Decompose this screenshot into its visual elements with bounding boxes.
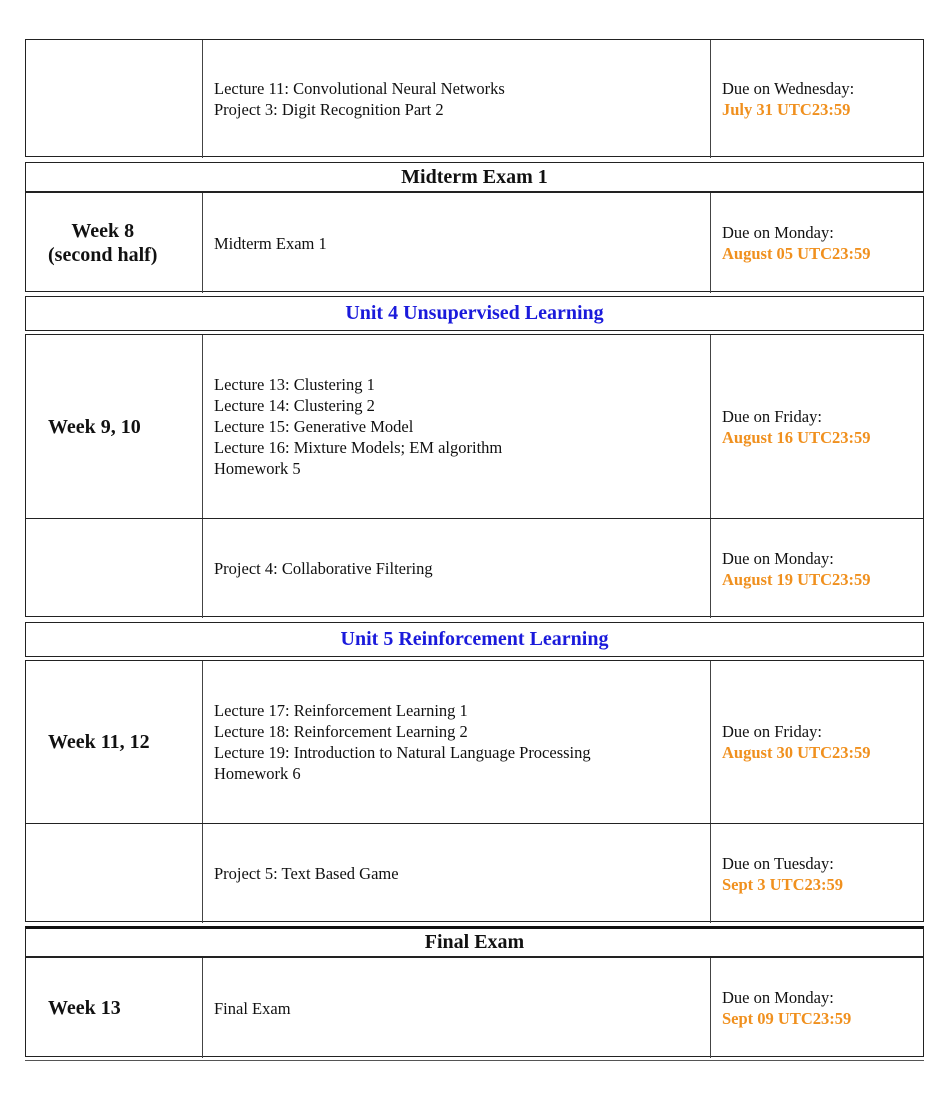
topic-item: Lecture 16: Mixture Models; EM algorithm: [214, 438, 503, 457]
topic-item: Project 5: Text Based Game: [214, 864, 399, 883]
due-cell: [711, 958, 923, 1058]
section-title: Unit 4 Unsupervised Learning: [345, 302, 604, 324]
topic-item: Lecture 14: Clustering 2: [214, 396, 375, 415]
table-row: [26, 40, 923, 158]
section-header: [25, 622, 924, 657]
section-body: [25, 957, 924, 1057]
topics-cell: [202, 661, 711, 823]
topics-cell: [202, 40, 711, 158]
due-label: Due on Tuesday:: [722, 853, 834, 873]
week-cell: [26, 661, 202, 823]
topics-cell: [202, 958, 711, 1058]
week-label: Week 11, 12: [48, 731, 150, 753]
section-header: [25, 926, 924, 957]
week-cell: [26, 193, 202, 293]
due-date: Sept 3 UTC23:59: [722, 874, 844, 894]
week-cell: [26, 519, 202, 618]
week-cell: [26, 40, 202, 158]
table-row: [26, 661, 923, 823]
week-label: Week 13: [48, 997, 121, 1019]
section-title: Unit 5 Reinforcement Learning: [340, 628, 609, 650]
topics-cell: [202, 193, 711, 293]
due-label: Due on Monday:: [722, 548, 834, 568]
section-title: Final Exam: [424, 931, 525, 953]
due-cell: [711, 661, 923, 823]
week-cell: [26, 824, 202, 923]
topic-item: Homework 5: [214, 459, 301, 478]
section-header: [25, 296, 924, 331]
topic-item: Homework 6: [214, 764, 301, 783]
due-label: Due on Monday:: [722, 223, 834, 242]
bottom-rule: [25, 1060, 924, 1061]
due-date: August 30 UTC23:59: [722, 743, 871, 762]
section-header: [25, 162, 924, 192]
due-date: August 16 UTC23:59: [722, 427, 871, 447]
section-body: [25, 192, 924, 292]
week-cell: [26, 335, 202, 518]
due-cell: [711, 519, 923, 618]
table-row: [26, 518, 923, 618]
topics-cell: [202, 335, 711, 518]
section-body: [25, 334, 924, 617]
week-cell: [26, 958, 202, 1058]
due-label: Due on Wednesday:: [722, 79, 855, 98]
topic-item: Lecture 18: Reinforcement Learning 2: [214, 722, 468, 741]
topic-item: Project 3: Digit Recognition Part 2: [214, 100, 444, 119]
topic-item: Final Exam: [214, 998, 291, 1018]
due-date: August 05 UTC23:59: [722, 244, 871, 263]
section-title: Midterm Exam 1: [401, 165, 548, 188]
topic-item: Midterm Exam 1: [214, 233, 327, 253]
table-row: [26, 335, 923, 518]
due-cell: [711, 824, 923, 923]
topics-cell: [202, 824, 711, 923]
table-row: [26, 958, 923, 1058]
due-cell: [711, 40, 923, 158]
topic-item: Lecture 13: Clustering 1: [214, 375, 375, 394]
topic-item: Lecture 17: Reinforcement Learning 1: [214, 701, 468, 720]
due-date: July 31 UTC23:59: [722, 100, 851, 119]
topics-cell: [202, 519, 711, 618]
week-label: Week 9, 10: [48, 415, 141, 438]
due-label: Due on Friday:: [722, 722, 822, 741]
table-row: [26, 823, 923, 923]
section-body: [25, 660, 924, 922]
topic-item: Lecture 11: Convolutional Neural Networks: [214, 79, 505, 98]
week-label: Week 8 (second half): [48, 220, 158, 266]
topic-item: Lecture 19: Introduction to Natural Language Processing: [214, 743, 591, 762]
topic-item: Project 4: Collaborative Filtering: [214, 559, 433, 578]
topic-item: Lecture 15: Generative Model: [214, 417, 414, 436]
due-date: August 19 UTC23:59: [722, 569, 871, 589]
due-cell: [711, 193, 923, 293]
table-row: [26, 193, 923, 293]
section-body: [25, 39, 924, 157]
due-date: Sept 09 UTC23:59: [722, 1009, 852, 1028]
due-label: Due on Monday:: [722, 988, 834, 1007]
due-cell: [711, 335, 923, 518]
due-label: Due on Friday:: [722, 406, 822, 426]
